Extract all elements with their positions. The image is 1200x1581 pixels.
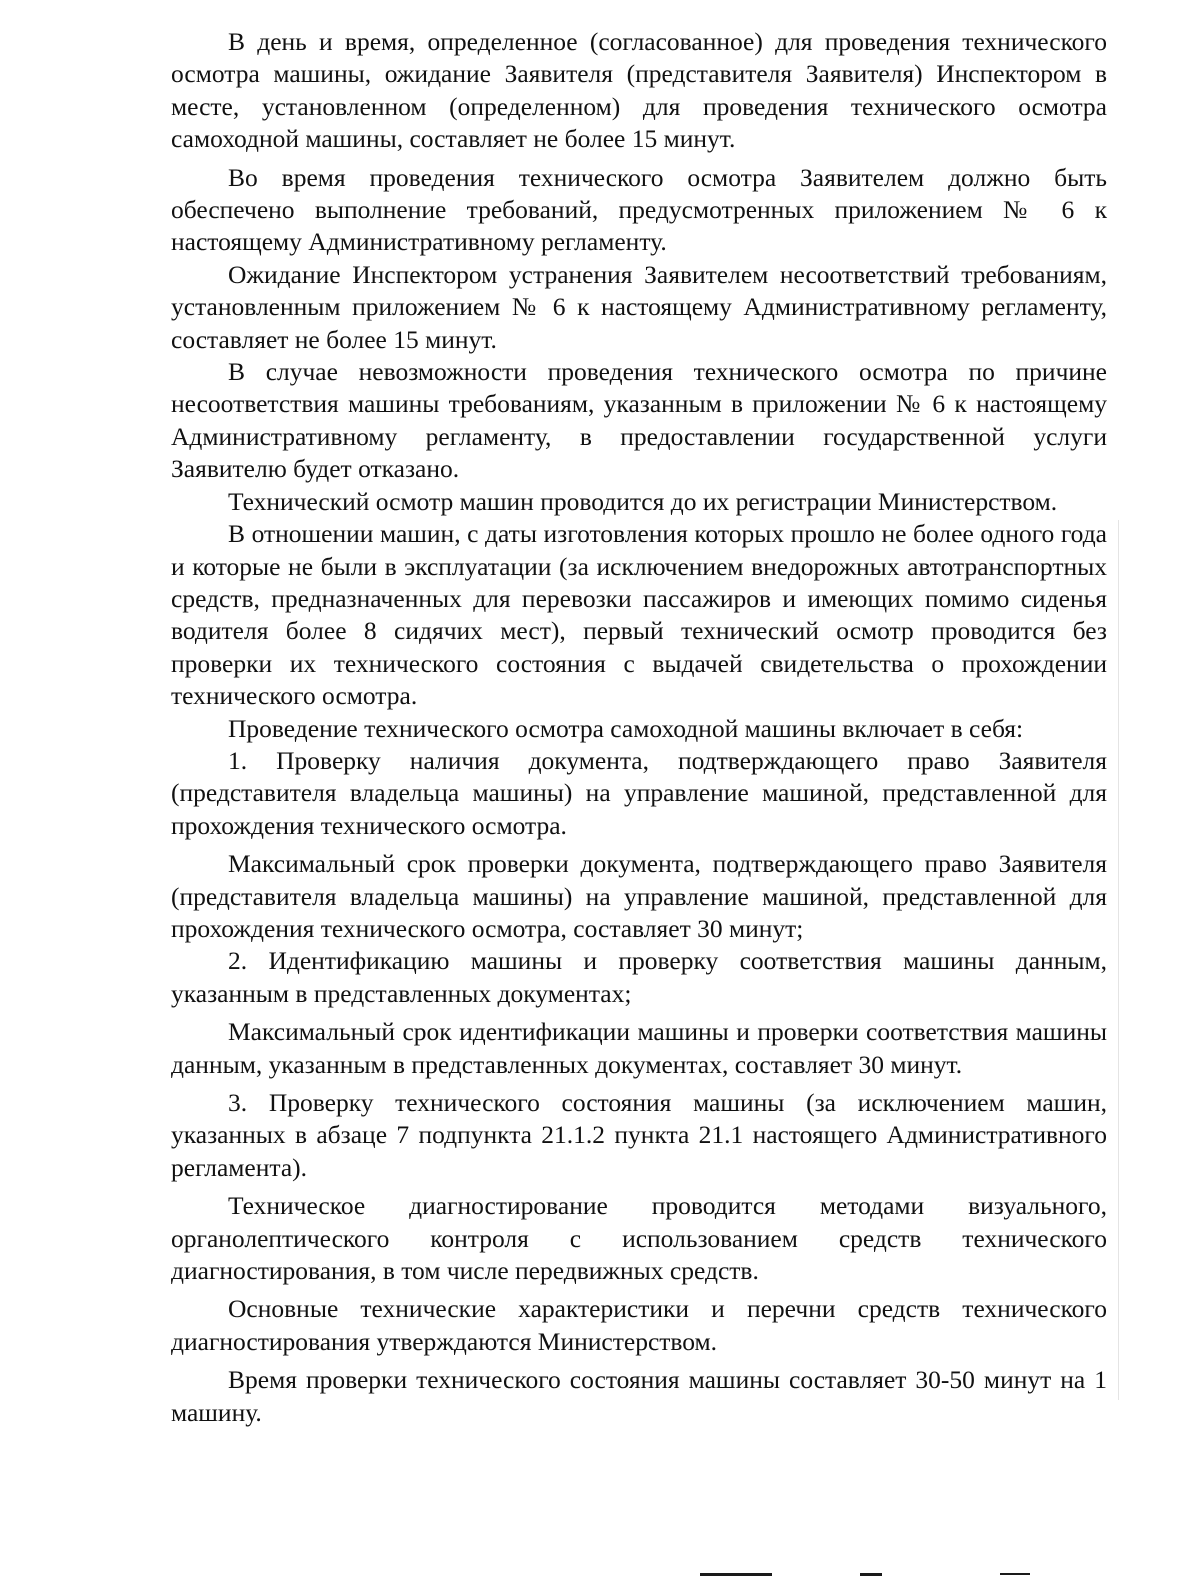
paragraph-diagnostics-methods: Техническое диагностирование проводится методами визуального, органолептического контроля с использованием средств технического диагностирования, в том числе передвижных средств.	[171, 1191, 1107, 1286]
paragraph-diagnostics-means: Основные технические характеристики и перечни средств технического диагностирования утверждаются Министерством.	[171, 1294, 1107, 1356]
paragraph-waiting-time: В день и время, определенное (согласованное) для проведения технического осмотра машины, ожидание Заявителя (представителя Заявителя) Инспектором в месте, установленном (определенном) для проведения технического осмотра самоходной машины, составляет не более 15 минут.	[171, 27, 1107, 154]
scan-artifact	[1000, 1573, 1030, 1575]
paragraph-check-duration: Время проверки технического состояния машины составляет 30-50 минут на 1 машину.	[171, 1365, 1107, 1427]
paragraph-item-1: 1. Проверку наличия документа, подтверждающего право Заявителя (представителя владельца машины) на управление машиной, представленной для прохождения технического осмотра.	[171, 745, 1107, 840]
document-body	[171, 26, 1107, 1429]
paragraph-item-2: 2. Идентификацию машины и проверку соответствия машины данным, указанным в представленных документах;	[171, 946, 1107, 1008]
scan-edge-line	[1118, 520, 1119, 1400]
paragraph-item-1-max-time: Максимальный срок проверки документа, подтверждающего право Заявителя (представителя владельца машины) на управление машиной, представленной для прохождения технического осмотра, составляет 30 минут;	[171, 849, 1107, 943]
paragraph-refusal: В случае невозможности проведения технического осмотра по причине несоответствия машины требованиям, указанным в приложении № 6 к настоящему Административному регламенту, в предоставлении государственной услуги Заявителю будет отказано.	[171, 357, 1107, 484]
paragraph-inspection-includes: Проведение технического осмотра самоходной машины включает в себя:	[228, 713, 1024, 743]
paragraph-item-3: 3. Проверку технического состояния машины (за исключением машин, указанных в абзаце 7 подпункта 21.1.2 пункта 21.1 настоящего Административного регламента).	[171, 1088, 1107, 1182]
paragraph-before-registration: Технический осмотр машин проводится до их регистрации Министерством.	[228, 486, 1058, 516]
scan-artifact	[700, 1573, 772, 1576]
scan-artifact	[860, 1573, 882, 1576]
paragraph-new-machines: В отношении машин, с даты изготовления которых прошло не более одного года и которые не были в эксплуатации (за исключением внедорожных автотранспортных средств, предназначенных для перевозки пассажиров и имеющих помимо сиденья водителя более 8 сидячих мест), первый технический осмотр проводится без проверки их технического состояния с выдачей свидетельства о прохождении технического осмотра.	[171, 519, 1107, 711]
paragraph-inspector-waiting: Ожидание Инспектором устранения Заявителем несоответствий требованиям, установленным приложением № 6 к настоящему Административному регламенту, составляет не более 15 минут.	[171, 259, 1107, 354]
paragraph-requirements: Во время проведения технического осмотра Заявителем должно быть обеспечено выполнение требований, предусмотренных приложением № 6 к настоящему Административному регламенту.	[171, 162, 1107, 257]
paragraph-item-2-max-time: Максимальный срок идентификации машины и проверки соответствия машины данным, указанным в представленных документах, составляет 30 минут.	[171, 1017, 1107, 1079]
